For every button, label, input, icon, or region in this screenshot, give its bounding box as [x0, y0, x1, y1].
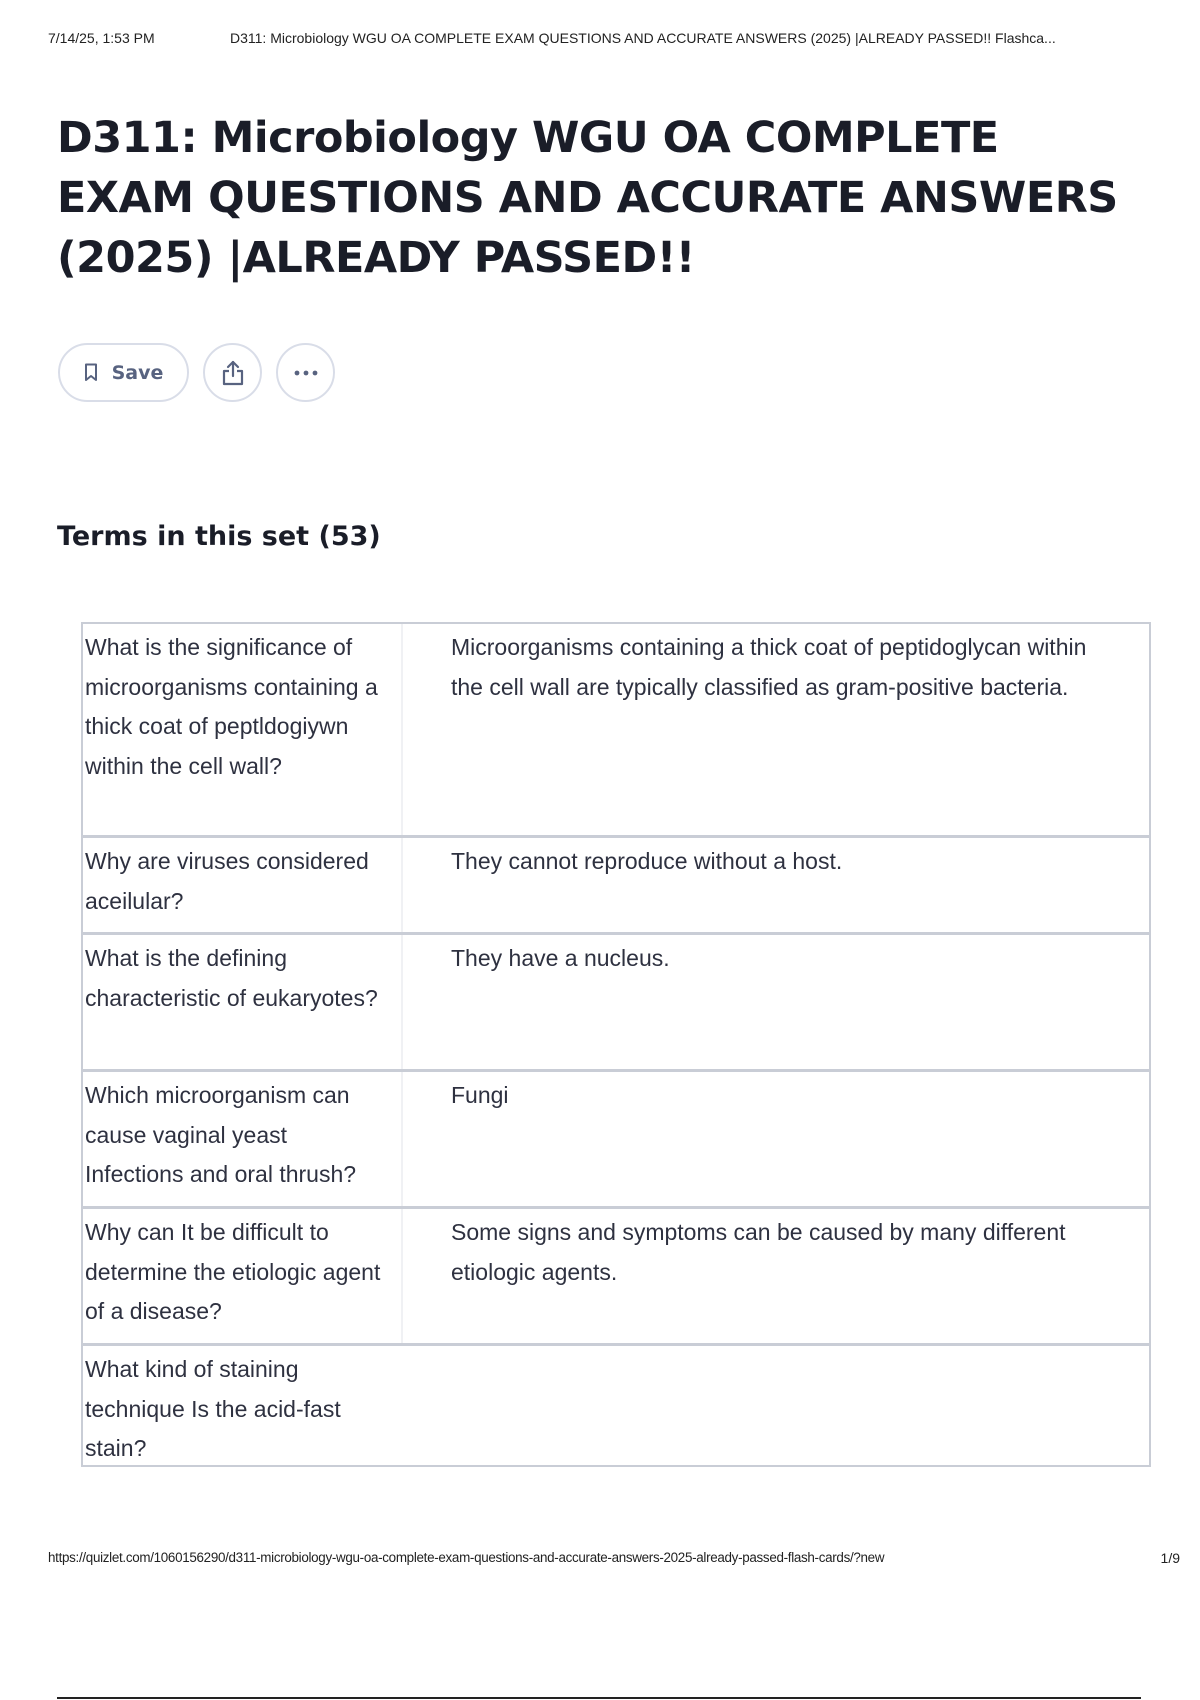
print-url: https://quizlet.com/1060156290/d311-microbiology-wgu-oa-complete-exam-questions-and-accurate-answers-2025-already-passed-flash-cards/?new: [48, 1550, 885, 1565]
print-footer: [48, 1550, 1180, 1570]
share-button[interactable]: [203, 343, 262, 402]
term-row: [83, 935, 1149, 1072]
print-date: 7/14/25, 1:53 PM: [48, 30, 155, 46]
term-answer: They have a nucleus.: [451, 945, 670, 971]
more-options-button[interactable]: [276, 343, 335, 402]
term-answer: Fungi: [451, 1082, 509, 1108]
divider: [57, 1697, 1141, 1699]
term-row: [83, 1346, 1149, 1465]
save-label: Save: [111, 361, 164, 384]
more-icon: [293, 370, 319, 376]
term-row: [83, 838, 1149, 935]
terms-table: [81, 622, 1151, 1467]
term-answer: [403, 1346, 1149, 1465]
print-doc-title: D311: Microbiology WGU OA COMPLETE EXAM QUESTIONS AND ACCURATE ANSWERS (2025) |ALREADY PASSED!! Flashca...: [230, 30, 1056, 46]
page-title: D311: Microbiology WGU OA COMPLETE EXAM QUESTIONS AND ACCURATE ANSWERS (2025) |ALREADY PASSED!!: [57, 113, 1118, 283]
term-question: Why are viruses considered aceilular?: [83, 838, 403, 932]
term-question: What kind of staining technique Is the acid-fast stain?: [85, 1356, 341, 1461]
term-row: [83, 624, 1149, 838]
term-question: Why can It be difficult to determine the etiologic agent of a disease?: [83, 1209, 403, 1343]
save-button[interactable]: [58, 343, 189, 402]
action-bar: [58, 343, 335, 402]
term-answer: Microorganisms containing a thick coat of peptidoglycan within the cell wall are typically classified as gram-positive bacteria.: [451, 634, 1087, 700]
share-icon: [220, 359, 246, 387]
term-answer: They cannot reproduce without a host.: [451, 848, 843, 874]
print-header: [48, 30, 1180, 52]
term-row: [83, 1209, 1149, 1346]
page-number: 1/9: [1160, 1550, 1180, 1566]
term-answer: Some signs and symptoms can be caused by many different etiologic agents.: [451, 1219, 1066, 1285]
terms-heading: Terms in this set (53): [57, 521, 381, 552]
term-row: [83, 1072, 1149, 1209]
term-question: Which microorganism can cause vaginal yeast Infections and oral thrush?: [83, 1072, 403, 1206]
term-question: What is the significance of microorganisms containing a thick coat of peptldogiywn within the cell wall?: [83, 624, 403, 835]
bookmark-icon: [84, 363, 98, 382]
term-question: What is the defining characteristic of eukaryotes?: [83, 935, 403, 1069]
